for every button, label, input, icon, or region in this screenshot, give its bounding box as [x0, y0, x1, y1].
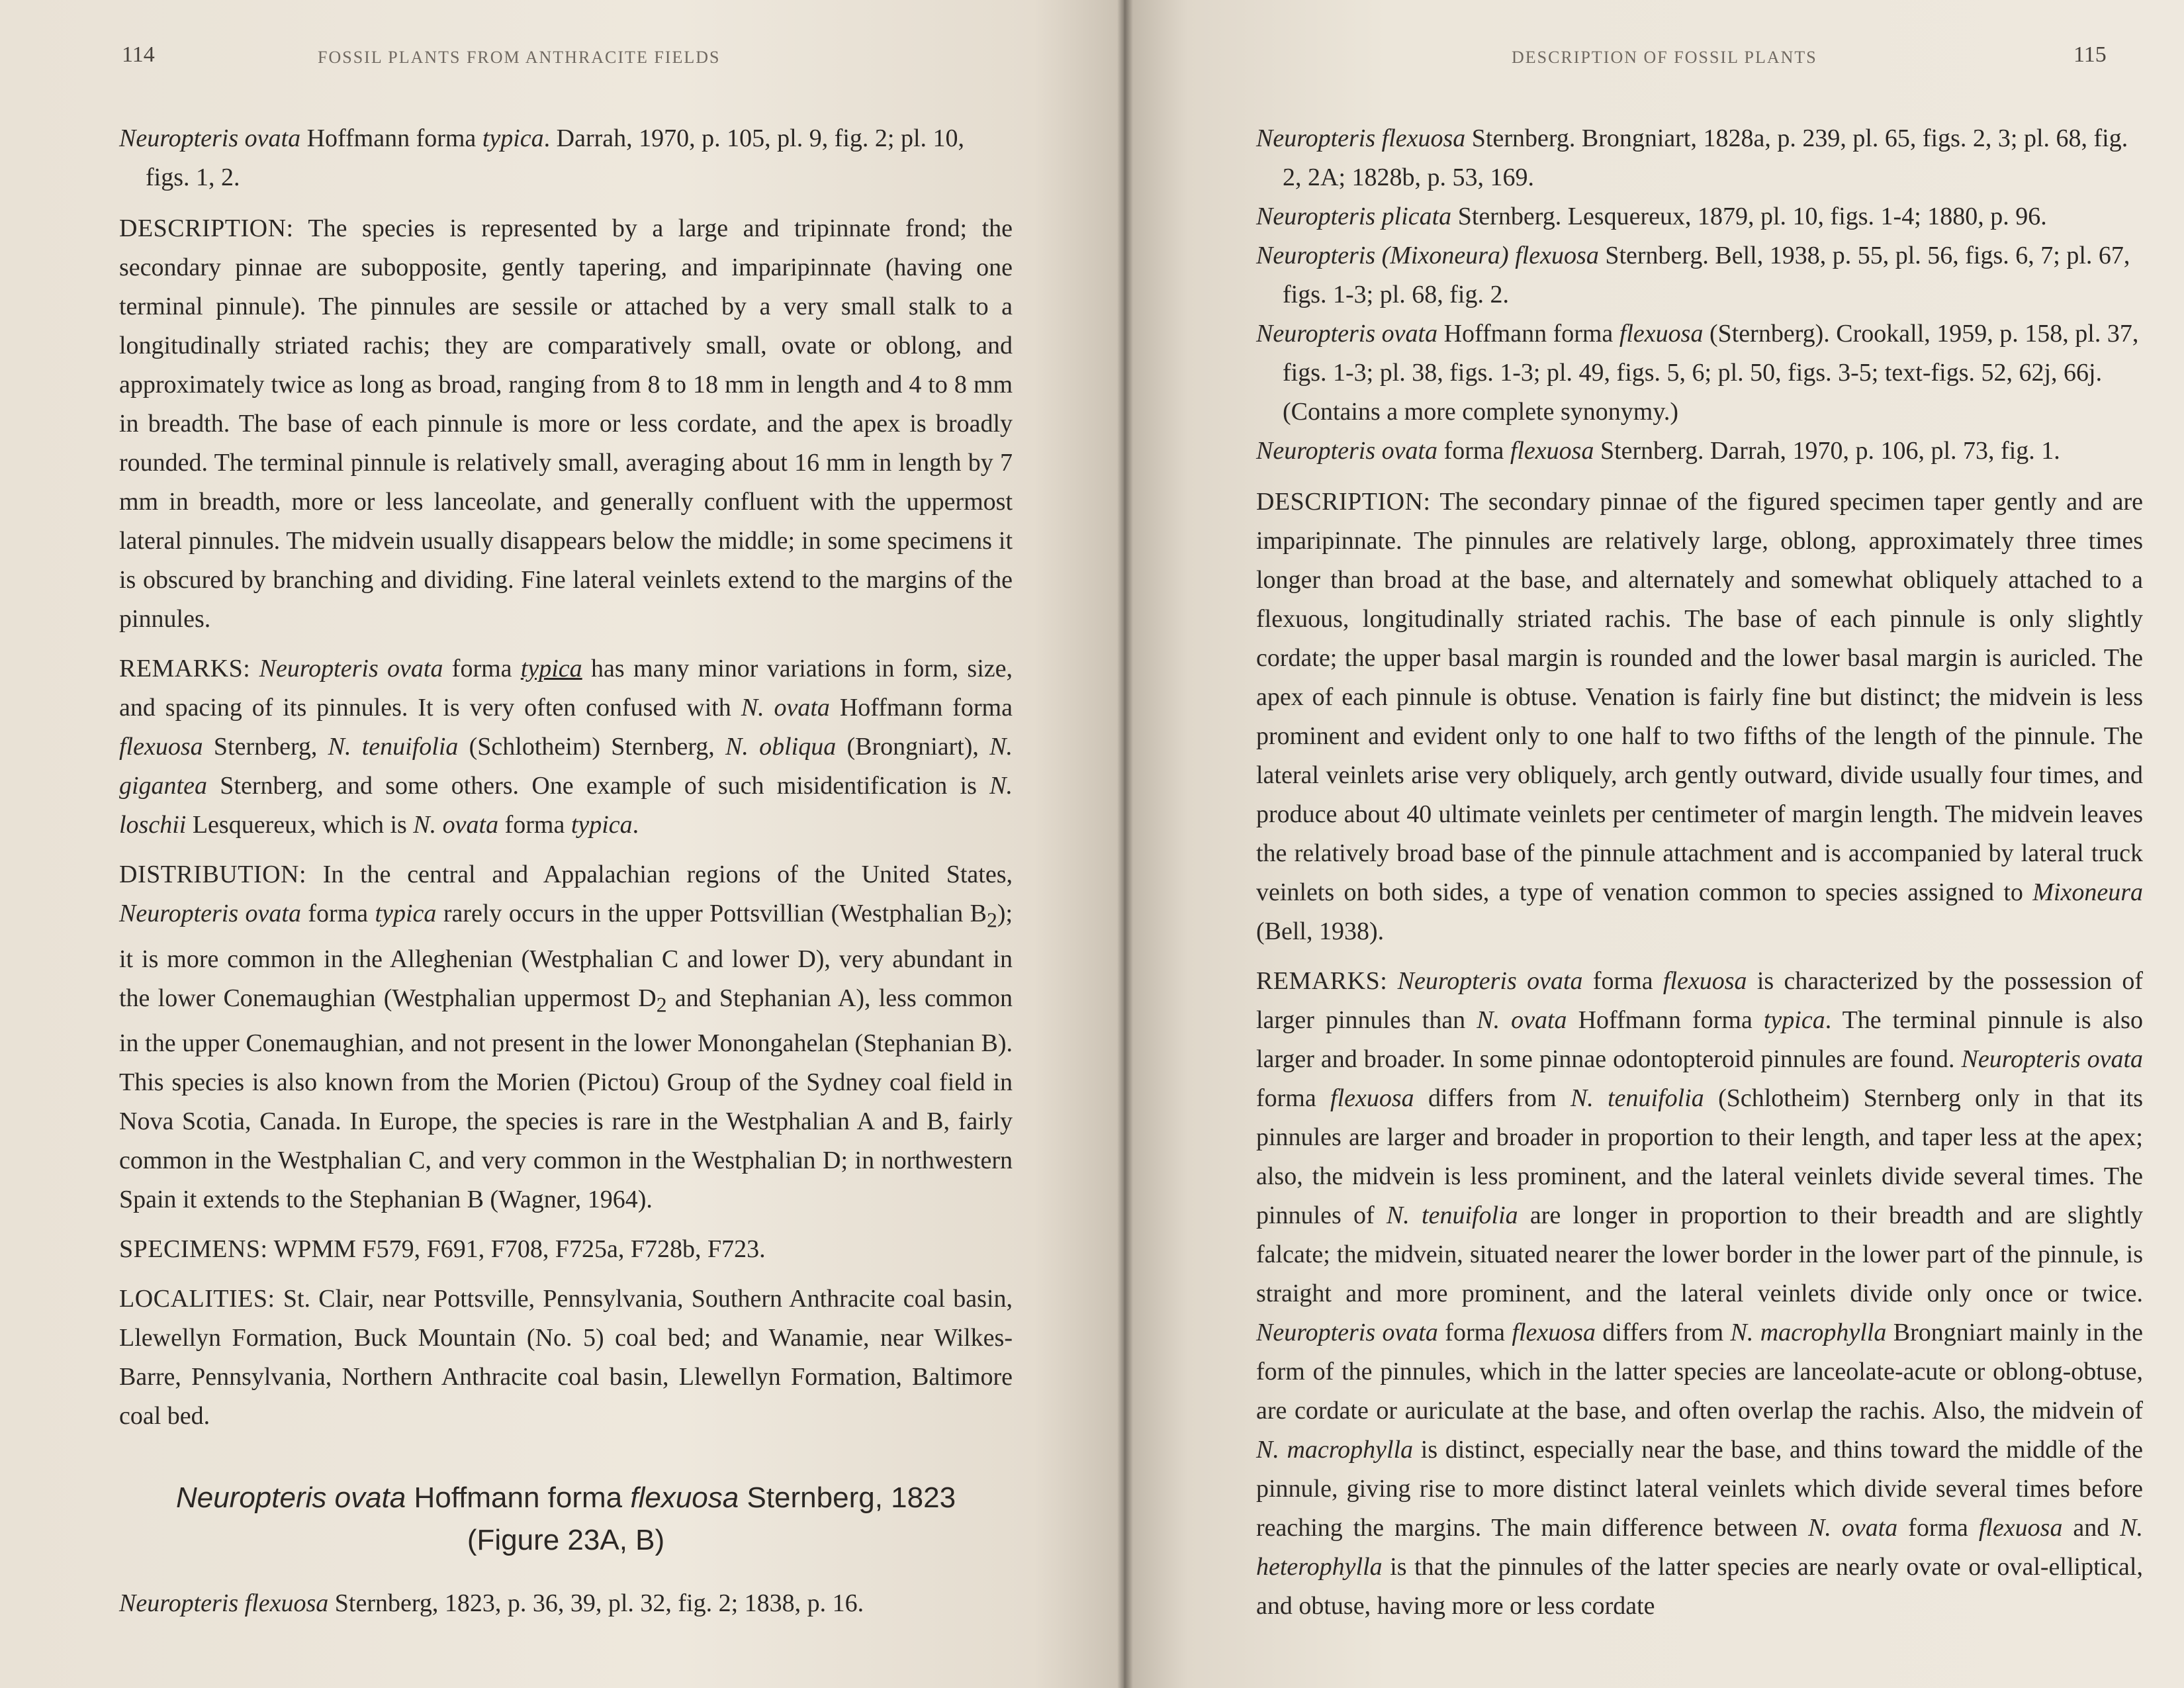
book-spine-gutter — [1117, 0, 1133, 1688]
synonymy-entry: Neuropteris flexuosa Sternberg. Brongniart, 1828a, p. 239, pl. 65, figs. 2, 3; pl. 68, fig. 2, 2A; 1828b, p. 53, 169. — [1256, 124, 2128, 191]
description-paragraph: DESCRIPTION: The secondary pinnae of the figured specimen taper gently and are imparipinnate. The pinnules are relatively large, oblong, approximately three times longer than broad at the base, and alternately and somewhat obliquely attached to a flexuous, longitudinally striated rachis. The base of each pinnule is only slightly cordate; the upper basal margin is rounded and the lower basal margin is auricled. The apex of each pinnule is obtuse. Venation is fairly fine but distinct; the midvein is less prominent and evident only to one half to two fifths of the length of the pinnule. The lateral veinlets arise very obliquely, arch gently outward, divide usually four times, and produce about 40 ultimate veinlets per centimeter of margin length. The midvein leaves the relatively broad base of the pinnule attachment and is accompanied by lateral truck veinlets on both sides, a type of venation common to species assigned to Mixoneura (Bell, 1938). — [1256, 488, 2143, 945]
localities-paragraph: LOCALITIES: St. Clair, near Pottsville, Pennsylvania, Southern Anthracite coal basin, Llewellyn Formation, Buck Mountain (No. 5) coal bed; and Wanamie, near Wilkes-Barre, Pennsylvania, Northern Anthracite coal basin, Llewellyn Formation, Baltimore coal bed. — [119, 1285, 1013, 1430]
running-head: FOSSIL PLANTS FROM ANTHRACITE FIELDS — [318, 48, 721, 67]
synonymy-entry: Neuropteris (Mixoneura) flexuosa Sternberg. Bell, 1938, p. 55, pl. 56, figs. 6, 7; pl. 67, figs. 1-3; pl. 68, fig. 2. — [1256, 242, 2130, 308]
page-number: 114 — [122, 42, 155, 67]
right-page-body — [1256, 119, 2143, 1636]
synonymy-entry: Neuropteris ovata Hoffmann forma typica. Darrah, 1970, p. 105, pl. 9, fig. 2; pl. 10, figs. 1, 2. — [119, 124, 965, 191]
running-head: DESCRIPTION OF FOSSIL PLANTS — [1512, 48, 1817, 67]
description-paragraph: DESCRIPTION: The species is represented by a large and tripinnate frond; the secondary pinnae are subopposite, gently tapering, and imparipinnate (having one terminal pinnule). The pinnules are sessile or attached by a very small stalk to a longitudinally striated rachis; they are comparatively small, ovate or oblong, and approximately twice as long as broad, ranging from 8 to 18 mm in length and 4 to 8 mm in breadth. The base of each pinnule is more or less cordate, and the apex is broadly rounded. The terminal pinnule is relatively small, averaging about 16 mm in length by 7 mm in breadth, more or less lanceolate, and generally confluent with the uppermost lateral pinnules. The midvein usually disappears below the middle; in some specimens it is obscured by branching and dividing. Fine lateral veinlets extend to the margins of the pinnules. — [119, 214, 1013, 633]
remarks-paragraph: REMARKS: Neuropteris ovata forma typica has many minor variations in form, size, and spacing of its pinnules. It is very often confused with N. ovata Hoffmann forma flexuosa Sternberg, N. tenuifolia (Schlotheim) Sternberg, N. obliqua (Brongniart), N. gigantea Sternberg, and some others. One example of such misidentification is N. loschii Lesquereux, which is N. ovata forma typica. — [119, 655, 1013, 839]
remarks-paragraph: REMARKS: Neuropteris ovata forma flexuosa is characterized by the possession of larger pinnules than N. ovata Hoffmann forma typica. The terminal pinnule is also larger and broader. In some pinnae odontopteroid pinnules are found. Neuropteris ovata forma flexuosa differs from N. tenuifolia (Schlotheim) Sternberg only in that its pinnules are larger and broader in proportion to their length, and taper less at the apex; also, the midvein is less prominent, and the lateral veinlets divide several times. The pinnules of N. tenuifolia are longer in proportion to their breadth and are slightly falcate; the midvein, situated nearer the lower border in the lower part of the pinnule, is straight and more prominent, and the lateral veinlets divide only once or twice. Neuropteris ovata forma flexuosa differs from N. macrophylla Brongniart mainly in the form of the pinnules, which in the latter species are lanceolate-acute or oblong-obtuse, are cordate or auriculate at the base, and often overlap the rachis. Also, the midvein of N. macrophylla is distinct, especially near the base, and thins toward the middle of the pinnule, giving rise to more distinct lateral veinlets which divide several times before reaching the margins. The main difference between N. ovata forma flexuosa and N. heterophylla is that the pinnules of the latter species are nearly ovate or oval-elliptical, and obtuse, having more or less cordate — [1256, 967, 2144, 1620]
species-heading: Neuropteris ovata Hoffmann forma flexuosa Sternberg, 1823 (Figure 23A, B) — [175, 1481, 956, 1557]
page-number: 115 — [2073, 42, 2107, 67]
synonymy-entry: Neuropteris ovata Hoffmann forma flexuosa (Sternberg). Crookall, 1959, p. 158, pl. 37, figs. 1-3; pl. 38, figs. 1-3; pl. 49, figs. 5, 6; pl. 50, figs. 3-5; text-figs. 52, 62j, 66j. (Contains a more complete synonymy.) — [1256, 320, 2139, 426]
left-page-body — [119, 119, 1013, 1623]
specimens-paragraph: SPECIMENS: WPMM F579, F691, F708, F725a, F728b, F723. — [119, 1235, 766, 1264]
distribution-paragraph: DISTRIBUTION: In the central and Appalachian regions of the United States, Neuropteris ovata forma typica rarely occurs in the upper Pottsvillian (Westphalian $B_2$); it is more common in the Alleghenian (Westphalian C and lower D), very abundant in the lower Conemaughian (Westphalian uppermost $D_2$ and Stephanian A), less common in the upper Conemaughian, and not present in the lower Monongahelan (Stephanian B). This species is also known from the Morien (Pictou) Group of the Sydney coal field in Nova Scotia, Canada. In Europe, the species is rare in the Westphalian A and B, fairly common in the Westphalian C, and very common in the Westphalian D; in northwestern Spain it extends to the Stephanian B (Wagner, 1964). — [119, 861, 1013, 1214]
synonymy-entry: Neuropteris ovata forma flexuosa Sternberg. Darrah, 1970, p. 106, pl. 73, fig. 1. — [1256, 437, 2060, 465]
synonymy-entry: Neuropteris plicata Sternberg. Lesquereux, 1879, pl. 10, figs. 1-4; 1880, p. 96. — [1256, 203, 2047, 230]
synonymy-entry: Neuropteris flexuosa Sternberg, 1823, p. 36, 39, pl. 32, fig. 2; 1838, p. 16. — [119, 1589, 864, 1618]
